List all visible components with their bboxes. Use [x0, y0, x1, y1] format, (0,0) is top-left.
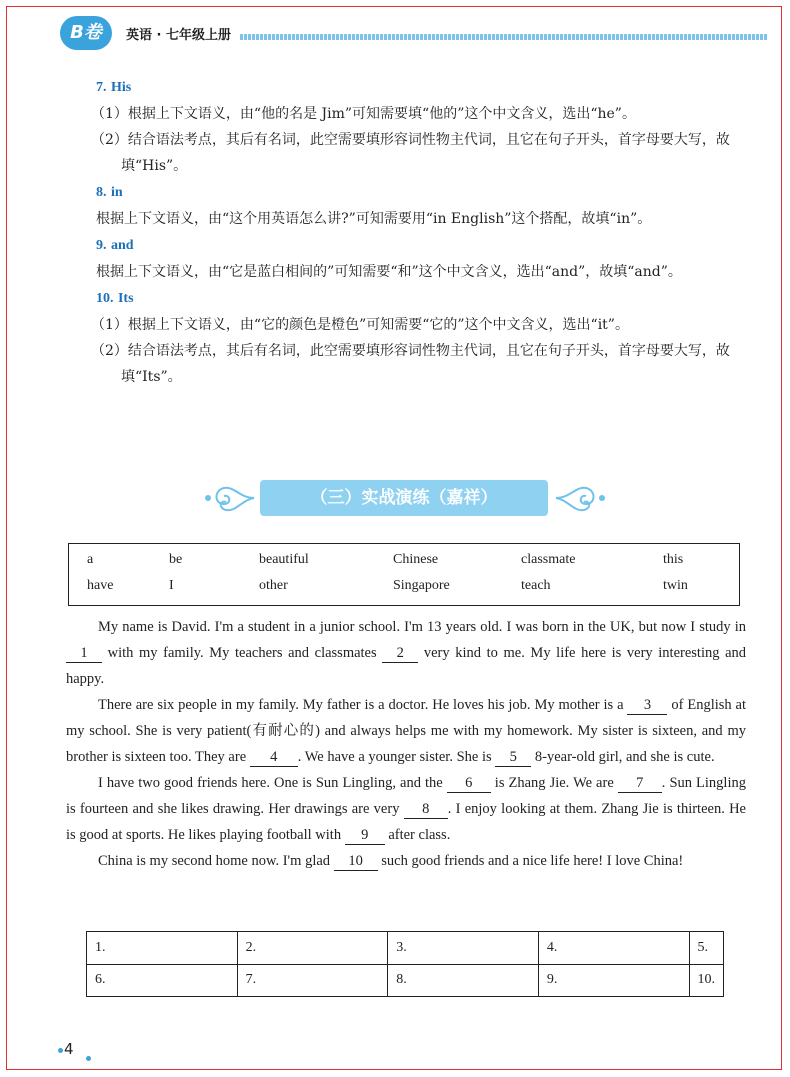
- item-answer: His: [110, 80, 132, 95]
- blank-9[interactable]: 9: [345, 826, 385, 845]
- explanation-line: （1）根据上下文语义，由“它的颜色是橙色”可知需要“它的”这个中文含义，选出“it”。: [91, 317, 629, 333]
- page-header: [60, 14, 770, 54]
- explanation-line: （1）根据上下文语义，由“他的名是 Jim”可知需要填“他的”这个中文含义，选出“he”。: [91, 106, 636, 122]
- page-dot-icon: [58, 1048, 63, 1053]
- blank-8[interactable]: 8: [404, 800, 448, 819]
- word-bank-item: twin: [663, 578, 688, 593]
- section-title: （三）实战演练（嘉祥）: [260, 480, 548, 516]
- blank-1[interactable]: 1: [66, 644, 102, 663]
- item-answer: and: [110, 238, 134, 253]
- answer-cell[interactable]: 6.: [87, 964, 238, 997]
- word-bank: [68, 543, 740, 606]
- word-bank-item: have: [87, 578, 114, 593]
- answer-cell[interactable]: 10.: [689, 964, 724, 997]
- cloze-passage: [66, 614, 746, 874]
- explanation-line: （2）结合语法考点，其后有名词，此空需要填形容词性物主代词，且它在句子开头，首字母要大写，故填“Its”。: [91, 343, 730, 385]
- item-answer: in: [110, 185, 123, 200]
- item-10: [66, 285, 746, 390]
- item-number: 9.: [96, 238, 107, 253]
- word-bank-item: I: [169, 578, 174, 593]
- word-bank-item: classmate: [521, 552, 576, 567]
- item-9: [66, 232, 746, 285]
- page-number: 4: [64, 1040, 74, 1058]
- answer-cell[interactable]: 8.: [388, 964, 539, 997]
- item-answer: Its: [117, 291, 134, 306]
- volume-logo: B卷: [60, 16, 112, 50]
- word-bank-item: this: [663, 552, 684, 567]
- answer-cell[interactable]: 1.: [87, 932, 238, 965]
- item-number: 7.: [96, 80, 107, 95]
- left-swirl-ornament-icon: [200, 480, 256, 516]
- blank-2[interactable]: 2: [382, 644, 418, 663]
- word-bank-item: other: [259, 578, 288, 593]
- explanation-line: 根据上下文语义，由“它是蓝白相间的”可知需要“和”这个中文含义，选出“and”，故填“and”。: [96, 264, 682, 280]
- answer-cell[interactable]: 3.: [388, 932, 539, 965]
- blank-7[interactable]: 7: [618, 774, 662, 793]
- word-bank-item: a: [87, 552, 94, 567]
- word-bank-item: teach: [521, 578, 551, 593]
- answer-cell[interactable]: 2.: [237, 932, 388, 965]
- blank-3[interactable]: 3: [627, 696, 667, 715]
- book-title: 英语 · 七年级上册: [126, 28, 231, 43]
- item-number: 10.: [96, 291, 114, 306]
- passage-paragraph: I have two good friends here. One is Sun Lingling, and the 6 is Zhang Jie. We are 7 . Sun Lingling is fourteen and she likes drawing. Her drawings are very 8 . I enjoy looking at them. Zhang Jie is thirteen. He is good at sports. He likes playing football with 9 after class.: [66, 775, 746, 843]
- passage-paragraph: My name is David. I'm a student in a junior school. I'm 13 years old. I was born in the UK, but now I study in 1 with my family. My teachers and classmates 2 very kind to me. My life here is very interesting and happy.: [66, 619, 747, 687]
- explanation-line: 根据上下文语义，由“这个用英语怎么讲?”可知需要用“in English”这个搭配，故填“in”。: [96, 211, 652, 227]
- answer-cell[interactable]: 4.: [538, 932, 689, 965]
- right-swirl-ornament-icon: [554, 480, 610, 516]
- answer-cell[interactable]: 9.: [538, 964, 689, 997]
- word-bank-item: be: [169, 552, 183, 567]
- blank-6[interactable]: 6: [447, 774, 491, 793]
- header-rule: [240, 34, 768, 40]
- answer-explanations: [66, 74, 746, 390]
- word-bank-item: Singapore: [393, 578, 450, 593]
- blank-10[interactable]: 10: [334, 852, 378, 871]
- item-number: 8.: [96, 185, 107, 200]
- answer-cell[interactable]: 7.: [237, 964, 388, 997]
- page-dot-icon: [86, 1056, 91, 1061]
- explanation-line: （2）结合语法考点，其后有名词，此空需要填形容词性物主代词，且它在句子开头，首字母要大写，故填“His”。: [91, 132, 730, 174]
- blank-4[interactable]: 4: [250, 748, 298, 767]
- section-banner: [200, 474, 610, 522]
- word-bank-item: beautiful: [259, 552, 309, 567]
- blank-5[interactable]: 5: [495, 748, 531, 767]
- item-8: [66, 179, 746, 232]
- answer-cell[interactable]: 5.: [689, 932, 724, 965]
- answer-grid: [86, 931, 724, 997]
- word-bank-item: Chinese: [393, 552, 439, 567]
- passage-paragraph: There are six people in my family. My father is a doctor. He loves his job. My mother is a 3 of English at my school. She is very patient(有耐心的) and always helps me with my homework. My sister is sixteen, and my brother is sixteen too. They are 4 . We have a younger sister. She is 5 8-year-old girl, and she is cute.: [66, 697, 747, 765]
- item-7: [66, 74, 746, 179]
- passage-paragraph: China is my second home now. I'm glad 10 such good friends and a nice life here! I love China!: [98, 853, 684, 869]
